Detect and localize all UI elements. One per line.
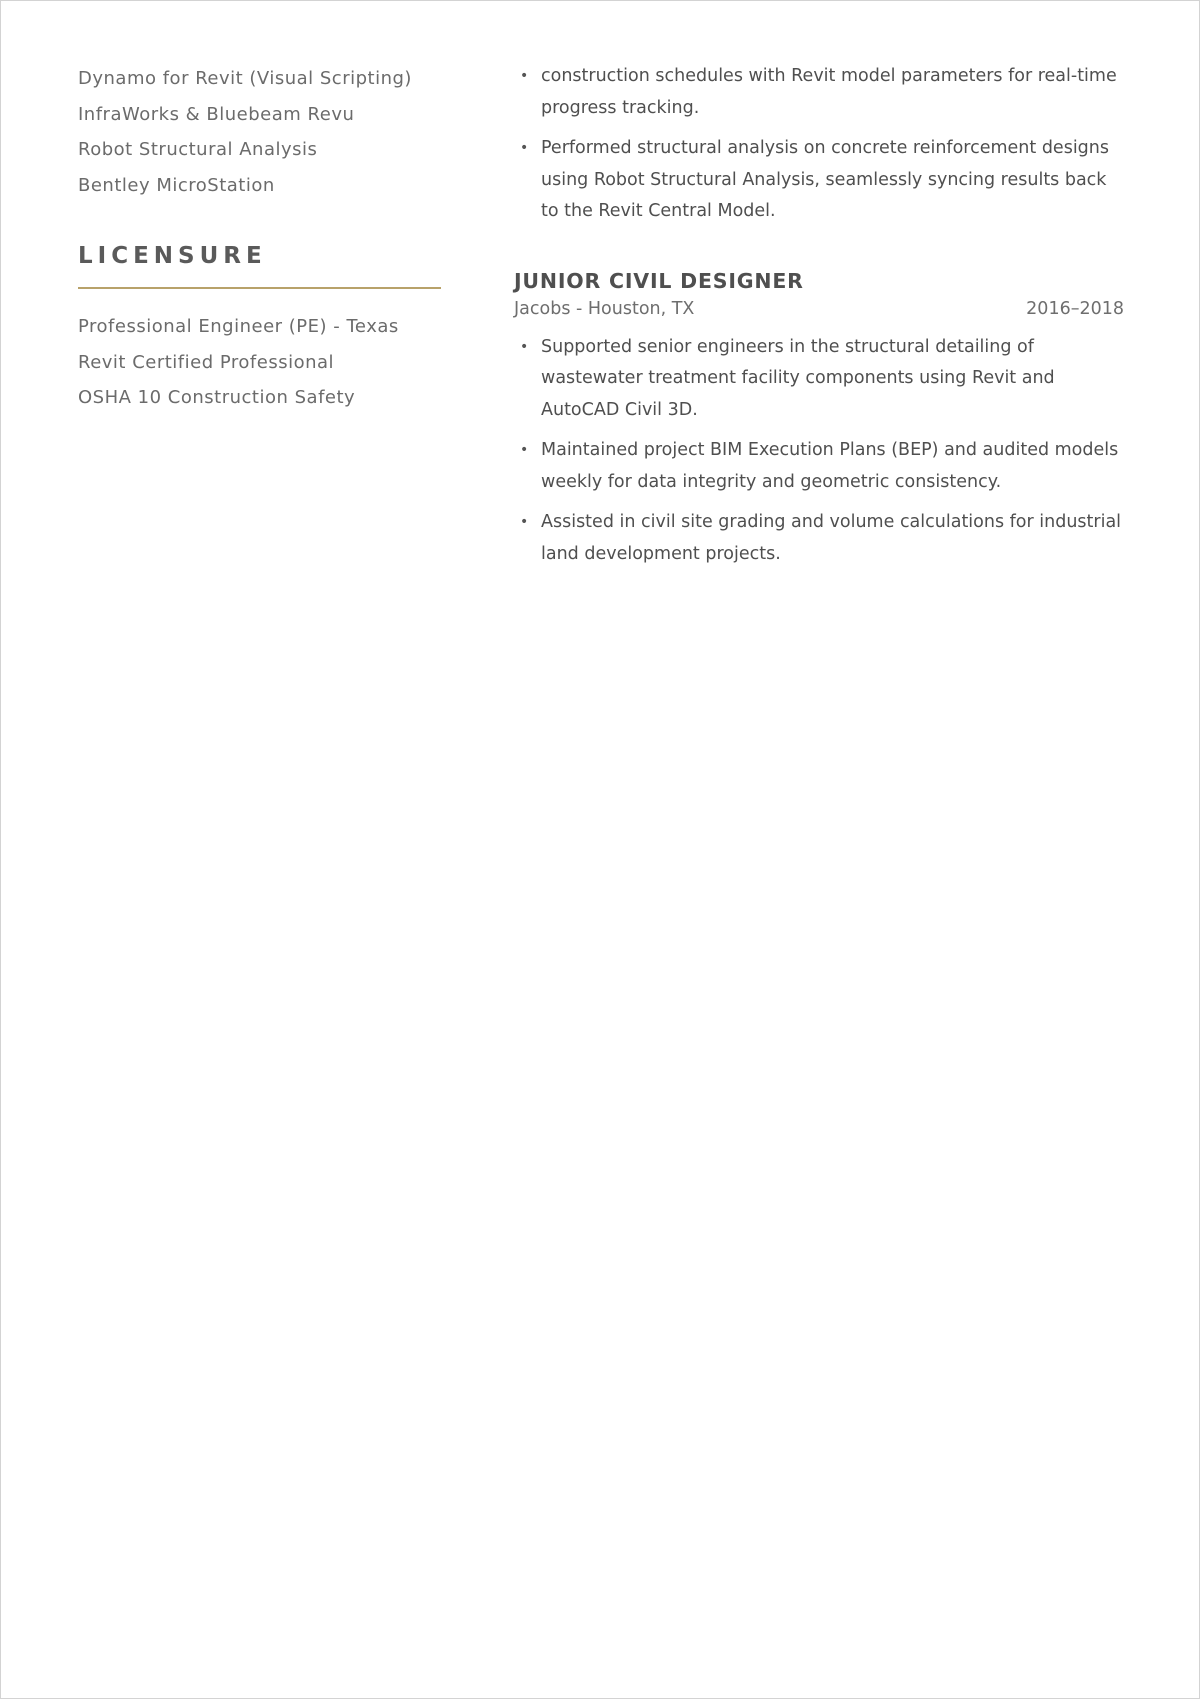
bullet-item (514, 133, 1124, 228)
licensure-heading: LICENSURE (78, 243, 267, 269)
license-item: Professional Engineer (PE) - Texas (78, 316, 399, 337)
skill-item: Bentley MicroStation (78, 174, 275, 196)
skill-item: InfraWorks & Bluebeam Revu (78, 103, 355, 125)
job-dates: 2016–2018 (1026, 298, 1124, 319)
bullet-item (514, 435, 1124, 498)
skill-item: Dynamo for Revit (Visual Scripting) (78, 68, 412, 89)
bullet-text: construction schedules with Revit model parameters for real-time progress tracking. (541, 66, 1117, 118)
main-column (514, 61, 1124, 579)
bullet-text: Supported senior engineers in the structural detailing of wastewater treatment facility components using Revit and AutoCAD Civil 3D. (541, 336, 1055, 420)
bullet-icon: • (520, 442, 529, 458)
bullet-text: Performed structural analysis on concrete reinforcement designs using Robot Structural Analysis, seamlessly syncing results back to the Revit Central Model. (541, 138, 1109, 221)
job-bullets (514, 332, 1124, 571)
bullet-item (514, 61, 1124, 124)
bullet-icon: • (520, 338, 529, 355)
continued-bullets (514, 61, 1124, 228)
section-divider (78, 287, 441, 289)
bullet-icon: • (520, 68, 529, 84)
job-company: Jacobs - Houston, TX (514, 298, 695, 319)
skill-item: Robot Structural Analysis (78, 139, 318, 160)
skills-list (78, 61, 441, 203)
bullet-item (514, 332, 1124, 427)
job-title: JUNIOR CIVIL DESIGNER (514, 268, 804, 293)
bullet-text: Maintained project BIM Execution Plans (BEP) and audited models weekly for data integrity and geometric consistency. (541, 440, 1119, 492)
bullet-icon: • (520, 514, 529, 530)
license-item: OSHA 10 Construction Safety (78, 387, 356, 408)
job-meta (514, 296, 1124, 322)
bullet-icon: • (520, 140, 529, 156)
bullet-text: Assisted in civil site grading and volume calculations for industrial land development projects. (541, 512, 1122, 564)
licensure-list (78, 309, 441, 416)
license-item: Revit Certified Professional (78, 351, 335, 373)
bullet-item (514, 507, 1124, 570)
sidebar (78, 61, 441, 416)
job-entry (514, 268, 1124, 571)
